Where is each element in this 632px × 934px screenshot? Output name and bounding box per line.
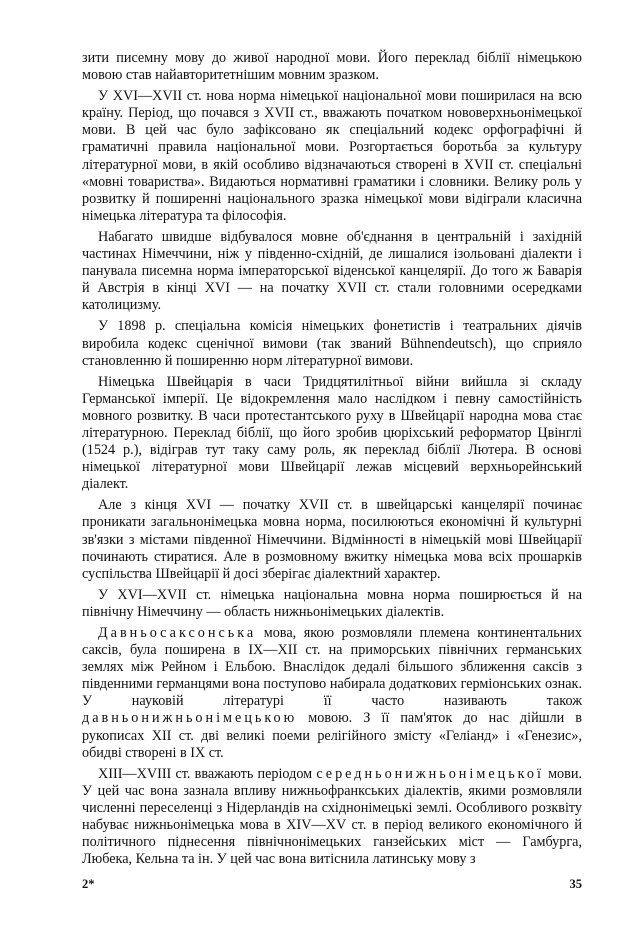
paragraph-3: Набагато швидше відбувалося мовне об'єднання в центральній і західній частинах Німеччини, ніж у південно-східній, де лишалися ізольовані діалекти і панувала писемна норма імператорської віденської канцелярії. До того ж Баварія й Австрія в кінці XVI — на початку XVII ст. стали головними осередками католицизму. bbox=[82, 228, 582, 314]
paragraph-9: XIII—XVIII ст. вважають періодом середньонижньонімецької мови. У цей час вона зазнала впливу нижньофранкських діалектів, якими розмовляли численні переселенці з Нідерландів на східнонімецькі землі. Особливого розквіту набуває нижньонімецька мова в XIV—XV ст. в період великого економічного й політичного піднесення північнонімецьких ганзейських міст — Гамбурга, Любека, Кельна та ін. У цей час вона витіснила латинську мову з bbox=[82, 765, 582, 868]
term-old-saxon: Давньосаксонська bbox=[98, 625, 257, 641]
paragraph-7: У XVI—XVII ст. німецька національна мовна норма поширюється й на північну Німеччину — область нижньонімецьких діалектів. bbox=[82, 586, 582, 620]
term-middle-low-german: середньонижньонімецької bbox=[316, 765, 544, 782]
signature-mark: 2* bbox=[82, 877, 95, 891]
paragraph-6: Але з кінця XVI — початку XVII ст. в швейцарські канцелярії починає проникати загальнонімецька мовна норма, посилюються економічні й культурні зв'язки з містами південної Німеччини. Відмінності в німецькій мові Швейцарії починають стиратися. Але в розмовному вжитку німецька мова всіх прошарків суспільства Швейцарії й досі зберігає діалектний характер. bbox=[82, 497, 582, 582]
term-old-low-german: давньонижньонімецькою bbox=[82, 710, 298, 727]
page-number: 35 bbox=[569, 877, 582, 891]
paragraph-4: У 1898 р. спеціальна комісія німецьких фонетистів і театральних діячів виробила кодекс сценічної вимови (так званий Bühnendeutsch), що сприяло становленню й поширенню норм літературної вимови. bbox=[82, 318, 582, 369]
page-body bbox=[82, 50, 582, 872]
page-footer bbox=[82, 877, 582, 892]
paragraph-1: зити писемну мову до живої народної мови. Його переклад біблії німецькою мовою став найавторитетнішим мовним зразком. bbox=[82, 50, 582, 84]
paragraph-8: Давньосаксонська мова, якою розмовляли племена континентальних саксів, була поширена в IX—XII ст. на приморських північних германських землях між Рейном і Ельбою. Внаслідок дедалі більшого зближення саксів з південними германцями вона поступово набирала додаткових герміонських ознак. У науковій літературі її часто називають також давньонижньонімецькою мовою. З її пам'яток до нас дійшли в рукописах XII ст. дві великі поеми релігійного змісту «Геліанд» і «Генезис», обидві створені в IX ст. bbox=[82, 625, 582, 761]
paragraph-2: У XVI—XVII ст. нова норма німецької національної мови поширилася на всю країну. Період, що почався з XVII ст., вважають початком нововерхньонімецької мови. В цей час було зафіксовано як спеціальний кодекс орфографічні й граматичні правила національної мови. Розгортається боротьба за культуру літературної мови, в якій особливо відзначаються створені в XVII ст. спеціальні «мовні товариства». Видаються нормативні граматики і словники. Велику роль у розвитку й поширенні національного зразка німецької мови відіграли класична німецька література та філософія. bbox=[82, 88, 582, 224]
paragraph-5: Німецька Швейцарія в часи Тридцятилітньої війни вийшла зі складу Германської імперії. Це відокремлення мало наслідком і певну самостійність мовного розвитку. В часи протестантського руху в Швейцарії народна мова стає літературною. Переклад біблії, що його зробив цюріхський реформатор Цвінглі (1524 р.), відіграв тут таку саму роль, як переклад біблії Лютера. В основі німецької літературної мови Швейцарії лежав місцевий верхньорейнський діалект. bbox=[82, 373, 582, 493]
